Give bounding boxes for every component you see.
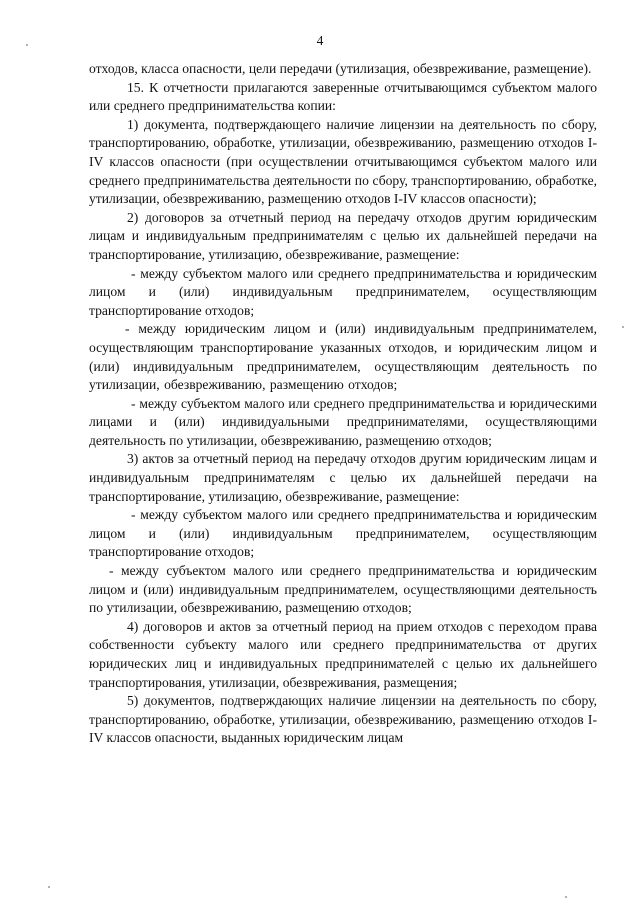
scan-speck xyxy=(26,44,28,46)
scan-speck xyxy=(48,886,50,888)
paragraph-subitem-5: 5) документов, подтверждающих наличие лицензии на деятельность по сбору, транспортированию, обработке, утилизации, обезвреживанию, размещению отходов I-IV классов опасности, выданных юридическим лицам xyxy=(89,693,597,746)
dash-item: - между юридическим лицом и (или) индивидуальным предпринимателем, осуществляющим транспортирование указанных отходов, и юридическим лицом и (или) индивидуальным предпринимателем, осуществляющим деятельность по утилизации, обезвреживанию, размещению отходов; xyxy=(89,321,597,393)
scan-speck xyxy=(622,326,624,328)
scan-speck xyxy=(565,896,567,898)
dash-item: - между субъектом малого или среднего предпринимательства и юридическими лицами и (или) индивидуальными предпринимателями, осуществляющими деятельность по утилизации, обезвреживанию, размещению отходов; xyxy=(89,395,597,448)
dash-item: - между субъектом малого или среднего предпринимательства и юридическим лицом и (или) индивидуальным предпринимателем, осуществляющими деятельность по утилизации, обезвреживанию, размещению отходов; xyxy=(89,563,597,616)
paragraph-continuation: отходов, класса опасности, цели передачи (утилизация, обезвреживание, размещение). xyxy=(89,61,592,76)
paragraph-subitem-1: 1) документа, подтверждающего наличие лицензии на деятельность по сбору, транспортированию, обработке, утилизации, обезвреживанию, размещению отходов I-IV классов опасности (при осуществлении отчитывающимся субъектом малого или среднего предпринимательства деятельности по сбору, транспортированию, обработке, утилизации, обезвреживанию, размещению отходов I-IV классов опасности); xyxy=(89,116,597,207)
dash-item: - между субъектом малого или среднего предпринимательства и юридическим лицом и (или) индивидуальным предпринимателем, осуществляющим транспортирование отходов; xyxy=(89,507,597,560)
page-number: 4 xyxy=(316,33,324,48)
paragraph-subitem-3: 3) актов за отчетный период на передачу отходов другим юридическим лицам и индивидуальным предпринимателям с целью их дальнейшей передачи на транспортирование, утилизацию, обезвреживание, размещение: xyxy=(89,451,597,504)
paragraph-subitem-2: 2) договоров за отчетный период на передачу отходов другим юридическим лицам и индивидуальным предпринимателям с целью их дальнейшей передачи на транспортирование, утилизацию, обезвреживание, размещение: xyxy=(89,209,597,262)
dash-item: - между субъектом малого или среднего предпринимательства и юридическим лицом и (или) индивидуальным предпринимателем, осуществляющим транспортирование отходов; xyxy=(89,265,597,318)
paragraph-item-15: 15. К отчетности прилагаются заверенные отчитывающимся субъектом малого или среднего предпринимательства копии: xyxy=(89,79,597,114)
paragraph-subitem-4: 4) договоров и актов за отчетный период на прием отходов с переходом права собственности субъекту малого или среднего предпринимательства от других юридических лиц и индивидуальных предпринимателей с целью их дальнейшего транспортирования, утилизации, обезвреживания, размещения; xyxy=(89,618,597,690)
document-body xyxy=(89,60,597,748)
